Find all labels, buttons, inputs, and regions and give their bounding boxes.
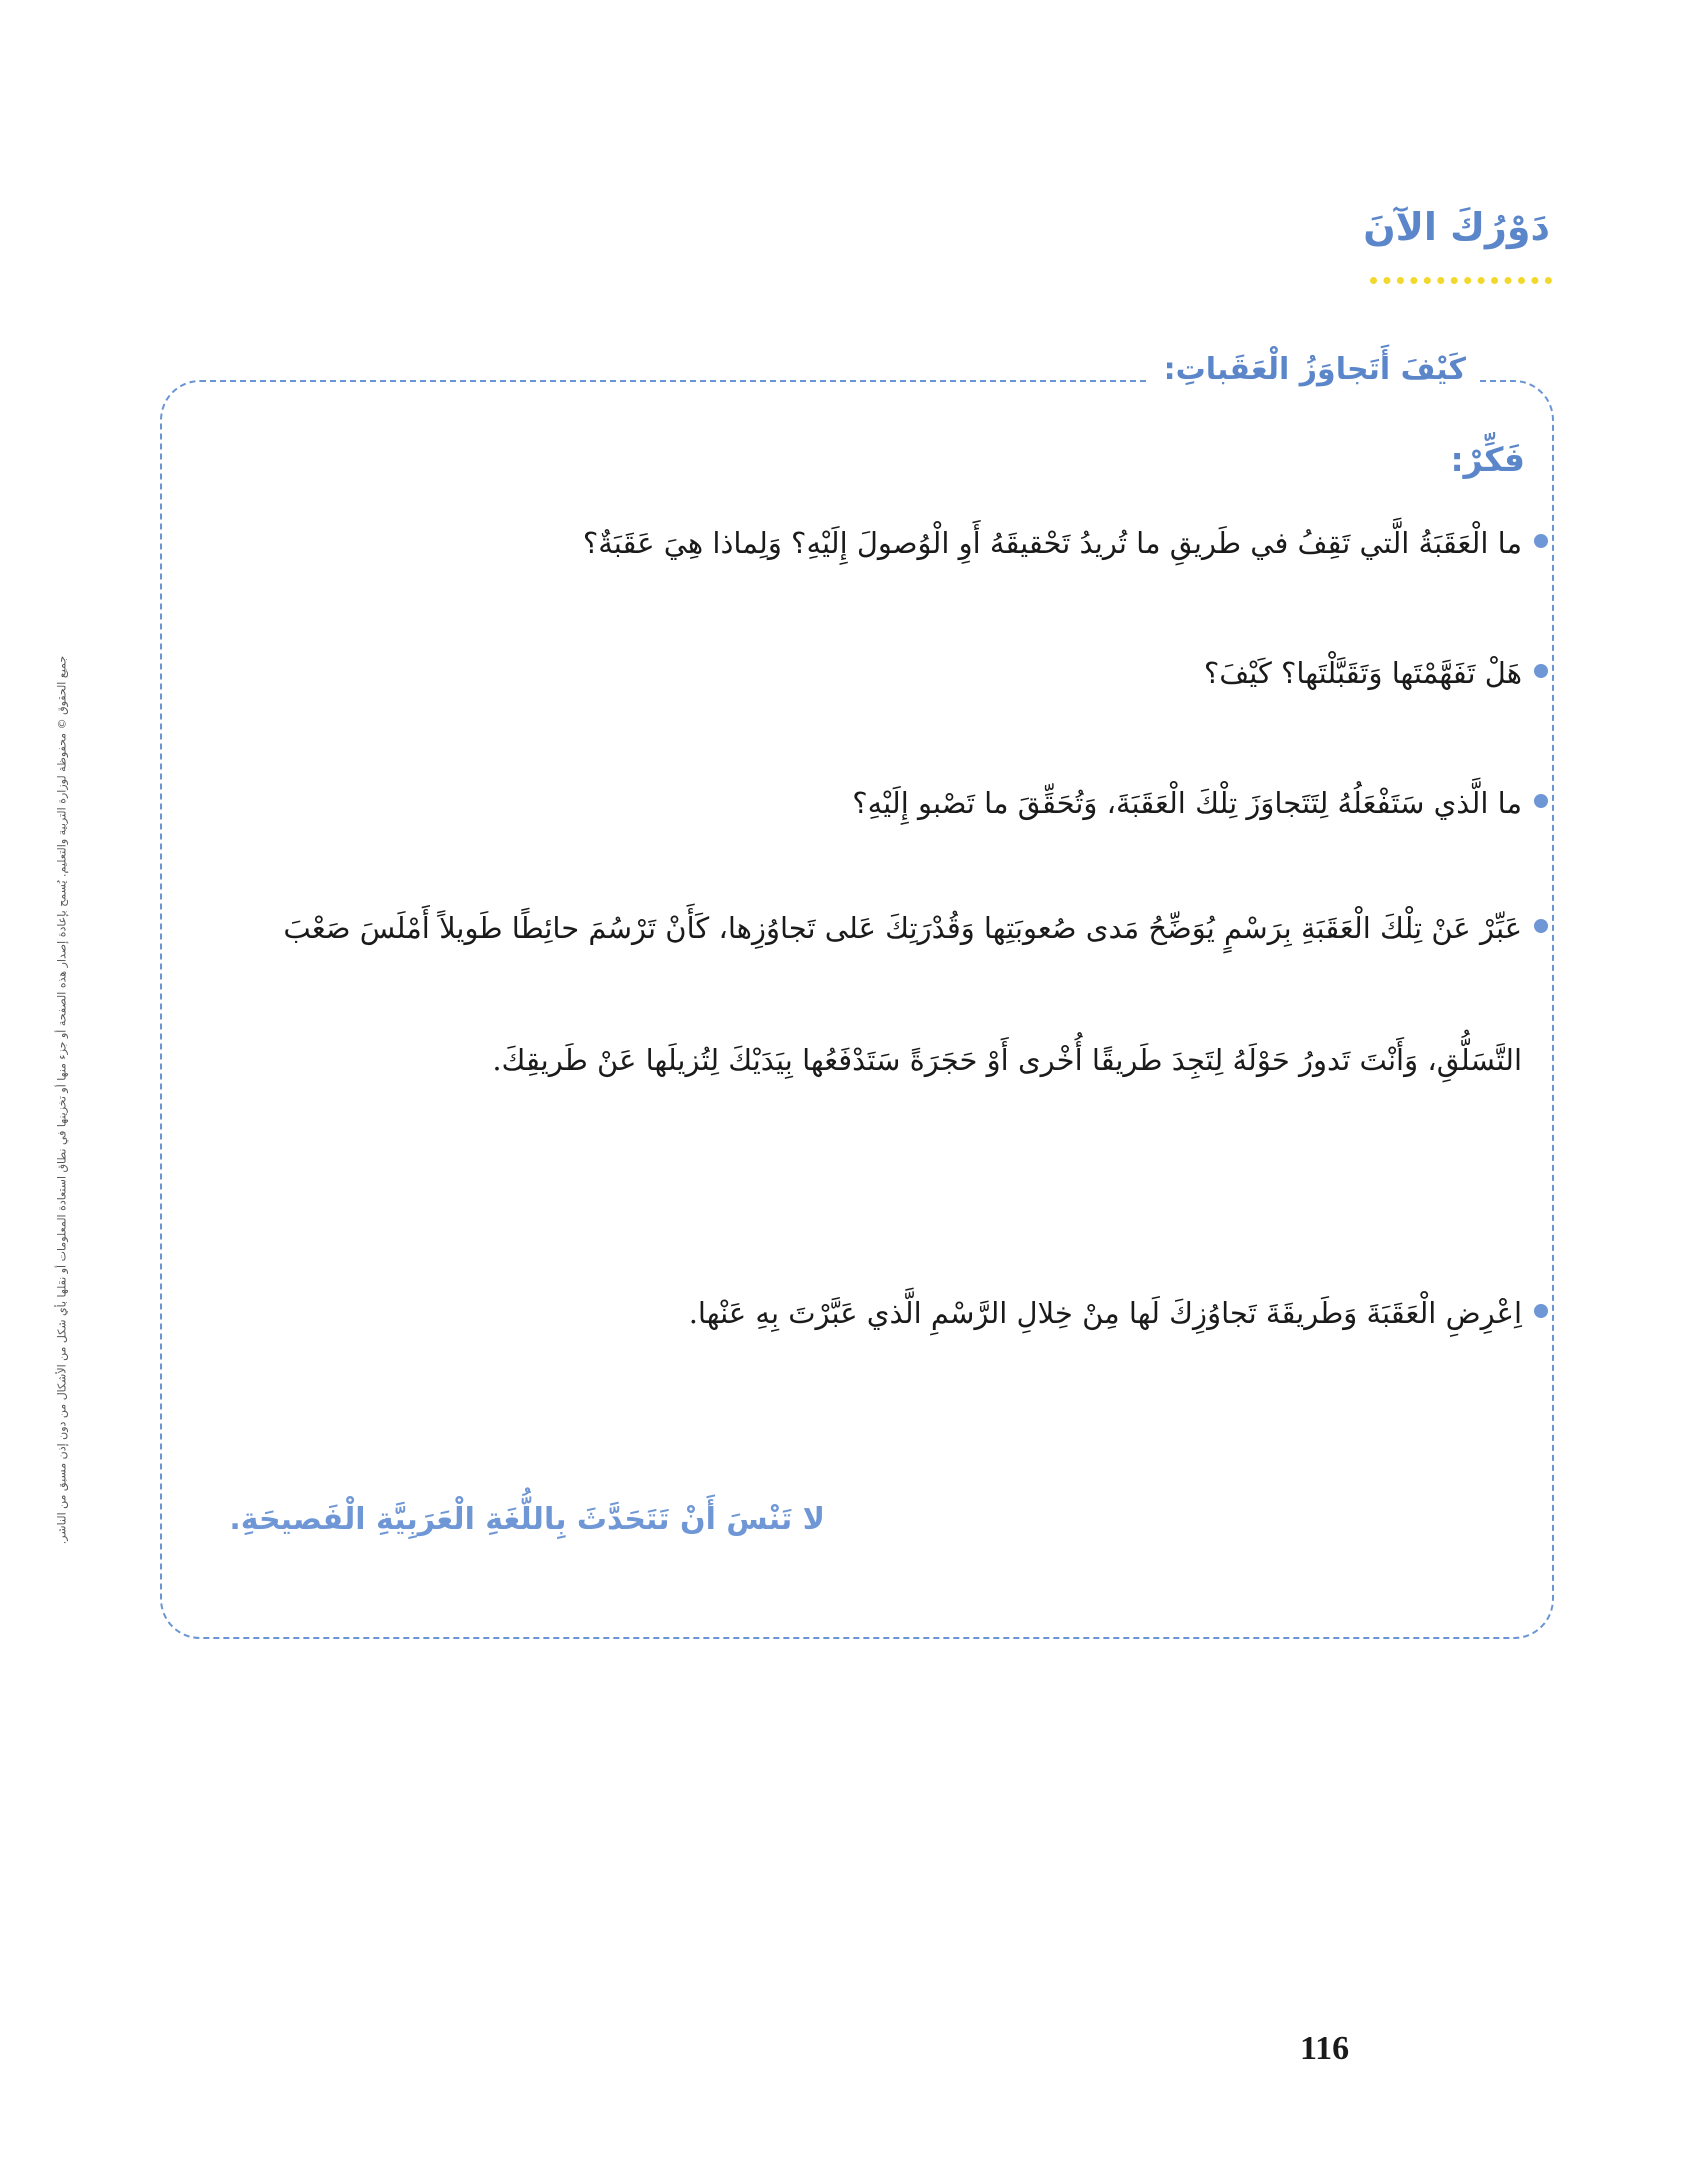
bullet-dot-icon bbox=[1534, 534, 1548, 548]
think-label: فَكِّرْ: bbox=[1450, 440, 1525, 479]
list-item-text: ما الَّذي سَتَفْعَلُهُ لِتَتَجاوَزَ تِلْكَ الْعَقَبَةَ، وَتُحَقِّقَ ما تَصْبو إِلَيْهِ؟ bbox=[852, 786, 1522, 820]
list-item bbox=[207, 862, 1522, 1126]
section-title: دَوْرُكَ الآنَ bbox=[1363, 205, 1550, 249]
bullet-dot-icon bbox=[1534, 794, 1548, 808]
list-item-text: هَلْ تَفَهَّمْتَها وَتَقَبَّلْتَها؟ كَيْفَ؟ bbox=[1203, 656, 1522, 690]
bullet-dot-icon bbox=[1534, 664, 1548, 678]
reminder-note: لا تَنْسَ أَنْ تَتَحَدَّثَ بِاللُّغَةِ الْعَرَبِيَّةِ الْفَصيحَةِ. bbox=[229, 1502, 825, 1537]
list-item-text: اِعْرِضِ الْعَقَبَةَ وَطَريقَةَ تَجاوُزِكَ لَها مِنْ خِلالِ الرَّسْمِ الَّذي عَبَّرْتَ بِهِ عَنْها. bbox=[688, 1296, 1522, 1330]
bullet-dot-icon bbox=[1534, 919, 1548, 933]
list-item-text: عَبِّرْ عَنْ تِلْكَ الْعَقَبَةِ بِرَسْمٍ يُوَضِّحُ مَدى صُعوبَتِها وَقُدْرَتِكَ عَلى تَجاوُزِها، كَأَنْ تَرْسُمَ حائِطًا طَويلاً أَمْلَسَ صَعْبَ التَّسَلُّقِ، وَأَنْتَ تَدورُ حَوْلَهُ لِتَجِدَ طَريقًا أُخْرى أَوْ حَجَرَةً سَتَدْفَعُها بِيَدَيْكَ لِتُزيلَها عَنْ طَريقِكَ. bbox=[283, 911, 1522, 1077]
title-dotted-underline bbox=[1370, 277, 1552, 284]
activity-title: كَيْفَ أَتَجاوَزُ الْعَقَباتِ: bbox=[1150, 352, 1480, 387]
list-item bbox=[207, 642, 1522, 704]
list-item-text: ما الْعَقَبَةُ الَّتي تَقِفُ في طَريقِ ما تُريدُ تَحْقيقَهُ أَوِ الْوُصولَ إِلَيْهِ؟ وَلِماذا هِيَ عَقَبَةٌ؟ bbox=[582, 526, 1522, 560]
page-number: 116 bbox=[1300, 2030, 1350, 2067]
list-item bbox=[207, 512, 1522, 574]
list-item bbox=[207, 772, 1522, 834]
list-item bbox=[207, 1282, 1522, 1344]
copyright-side-note: جميع الحقوق © محفوظة لوزارة التربية والتعليم. يُسمح بإعادة إصدار هذه الصفحة أو جزء منها أو تخزينها في نطاق استعادة المعلومات أو نقلها بأي شكل من الأشكال من دون إذن مسبق من الناشر. bbox=[55, 655, 69, 1545]
bullet-dot-icon bbox=[1534, 1304, 1548, 1318]
